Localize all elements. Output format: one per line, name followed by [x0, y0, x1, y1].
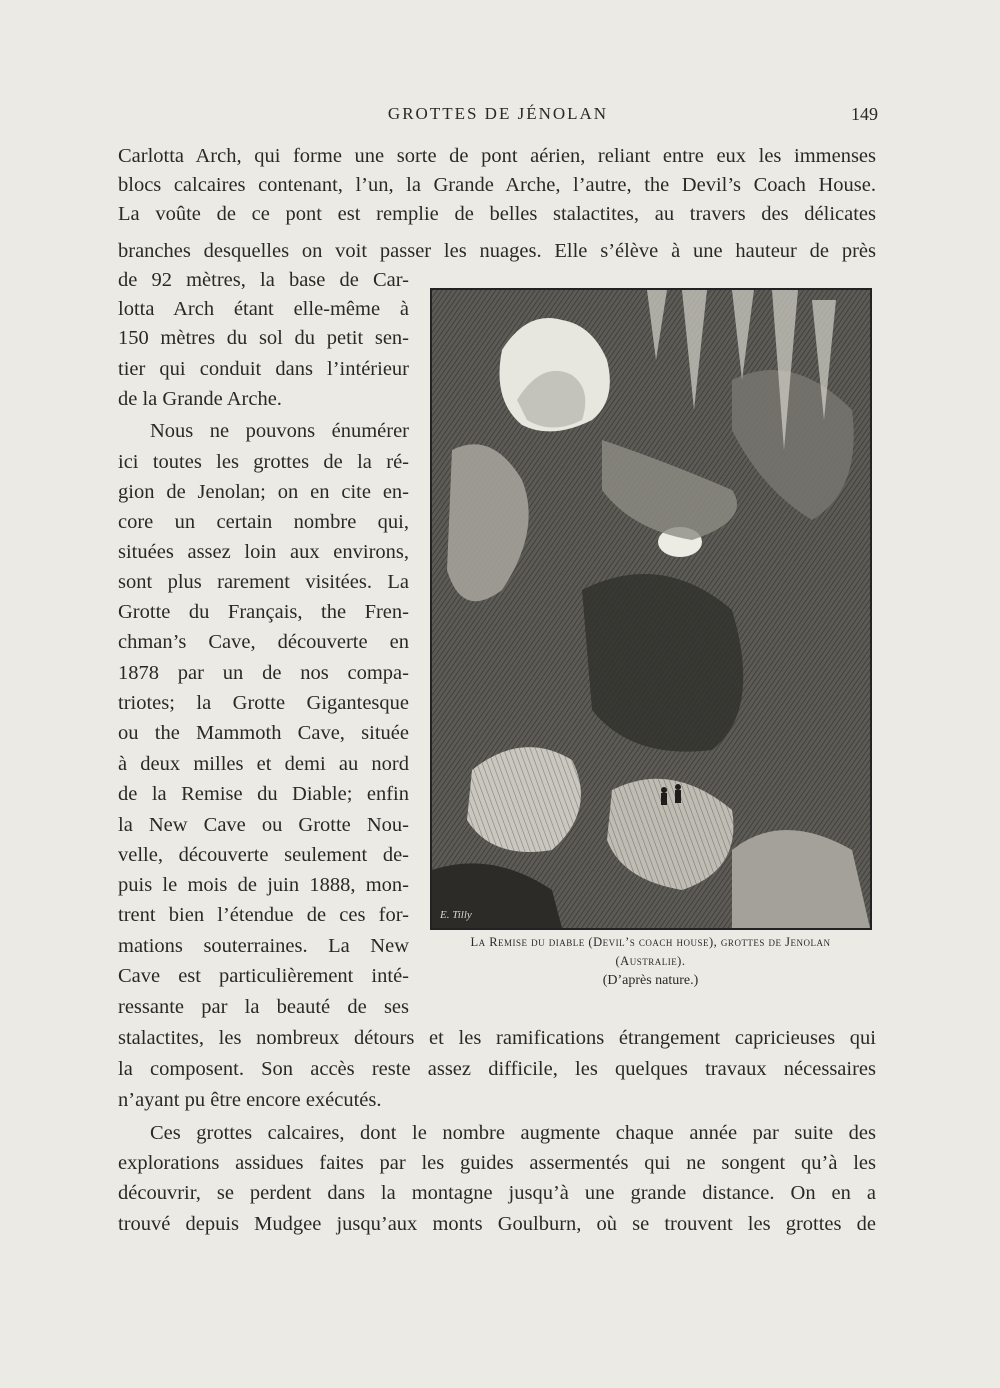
text-line: de la Grande Arche. [118, 388, 282, 410]
text-line: chman’s Cave, découverte en [118, 631, 409, 653]
text-line: n’ayant pu être encore exécutés. [118, 1089, 382, 1111]
text-line: Nous ne pouvons énumérer [150, 420, 409, 442]
text-line: La voûte de ce pont est remplie de belles stalactites, au travers des délicates [118, 203, 876, 225]
text-line: Ces grottes calcaires, dont le nombre augmente chaque année par suite des [150, 1122, 876, 1144]
text-line: à deux milles et demi au nord [118, 753, 409, 775]
text-line: gion de Jenolan; on en cite en- [118, 481, 409, 503]
running-title: GROTTES DE JÉNOLAN [387, 104, 609, 123]
text-line: velle, découverte seulement de- [118, 844, 409, 866]
caption-title: La Remise du diable (Devil’s coach house), grottes de Jenolan [470, 935, 831, 949]
text-line: Grotte du Français, the Fren- [118, 601, 409, 623]
text-line: découvrir, se perdent dans la montagne jusqu’à une grande distance. On en a [118, 1182, 876, 1204]
caption-source: (D’après nature.) [602, 973, 699, 988]
text-line: de la Remise du Diable; enfin [118, 783, 409, 805]
text-line: la New Cave ou Grotte Nou- [118, 814, 409, 836]
text-line: ou the Mammoth Cave, située [118, 722, 409, 744]
text-line: stalactites, les nombreux détours et les ramifications étrangement capricieuses qui [118, 1027, 876, 1049]
page-number: 149 [851, 104, 878, 124]
text-line: mations souterraines. La New [118, 935, 409, 957]
text-line: Cave est particulièrement inté- [118, 965, 409, 987]
text-line: triotes; la Grotte Gigantesque [118, 692, 409, 714]
text-line: blocs calcaires contenant, l’un, la Grande Arche, l’autre, the Devil’s Coach House. [118, 174, 876, 196]
cave-engraving [430, 288, 872, 930]
text-line: branches desquelles on voit passer les nuages. Elle s’élève à une hauteur de près [118, 240, 876, 262]
text-line: Carlotta Arch, qui forme une sorte de pont aérien, reliant entre eux les immenses [118, 145, 876, 167]
text-line: explorations assidues faites par les guides assermentés qui ne songent qu’à les [118, 1152, 876, 1174]
text-line: ressante par la beauté de ses [118, 996, 409, 1018]
text-line: 1878 par un de nos compa- [118, 662, 409, 684]
text-line: trouvé depuis Mudgee jusqu’aux monts Goulburn, où se trouvent les grottes de [118, 1213, 876, 1235]
caption-location: (Australie). [615, 954, 686, 968]
text-line: la composent. Son accès reste assez difficile, les quelques travaux nécessaires [118, 1058, 876, 1080]
text-line: tier qui conduit dans l’intérieur [118, 358, 409, 380]
text-line: de 92 mètres, la base de Car- [118, 269, 409, 291]
page-header [118, 104, 878, 130]
text-line: lotta Arch étant elle-même à [118, 298, 409, 320]
text-line: situées assez loin aux environs, [118, 541, 409, 563]
engraving-drawing [432, 290, 870, 928]
text-line: ici toutes les grottes de la ré- [118, 451, 409, 473]
text-line: sont plus rarement visitées. La [118, 571, 409, 593]
text-line: 150 mètres du sol du petit sen- [118, 327, 409, 349]
engraver-signature: E. Tilly [440, 909, 472, 921]
text-line: trent bien l’étendue de ces for- [118, 904, 409, 926]
text-line: core un certain nombre qui, [118, 511, 409, 533]
text-line: puis le mois de juin 1888, mon- [118, 874, 409, 896]
